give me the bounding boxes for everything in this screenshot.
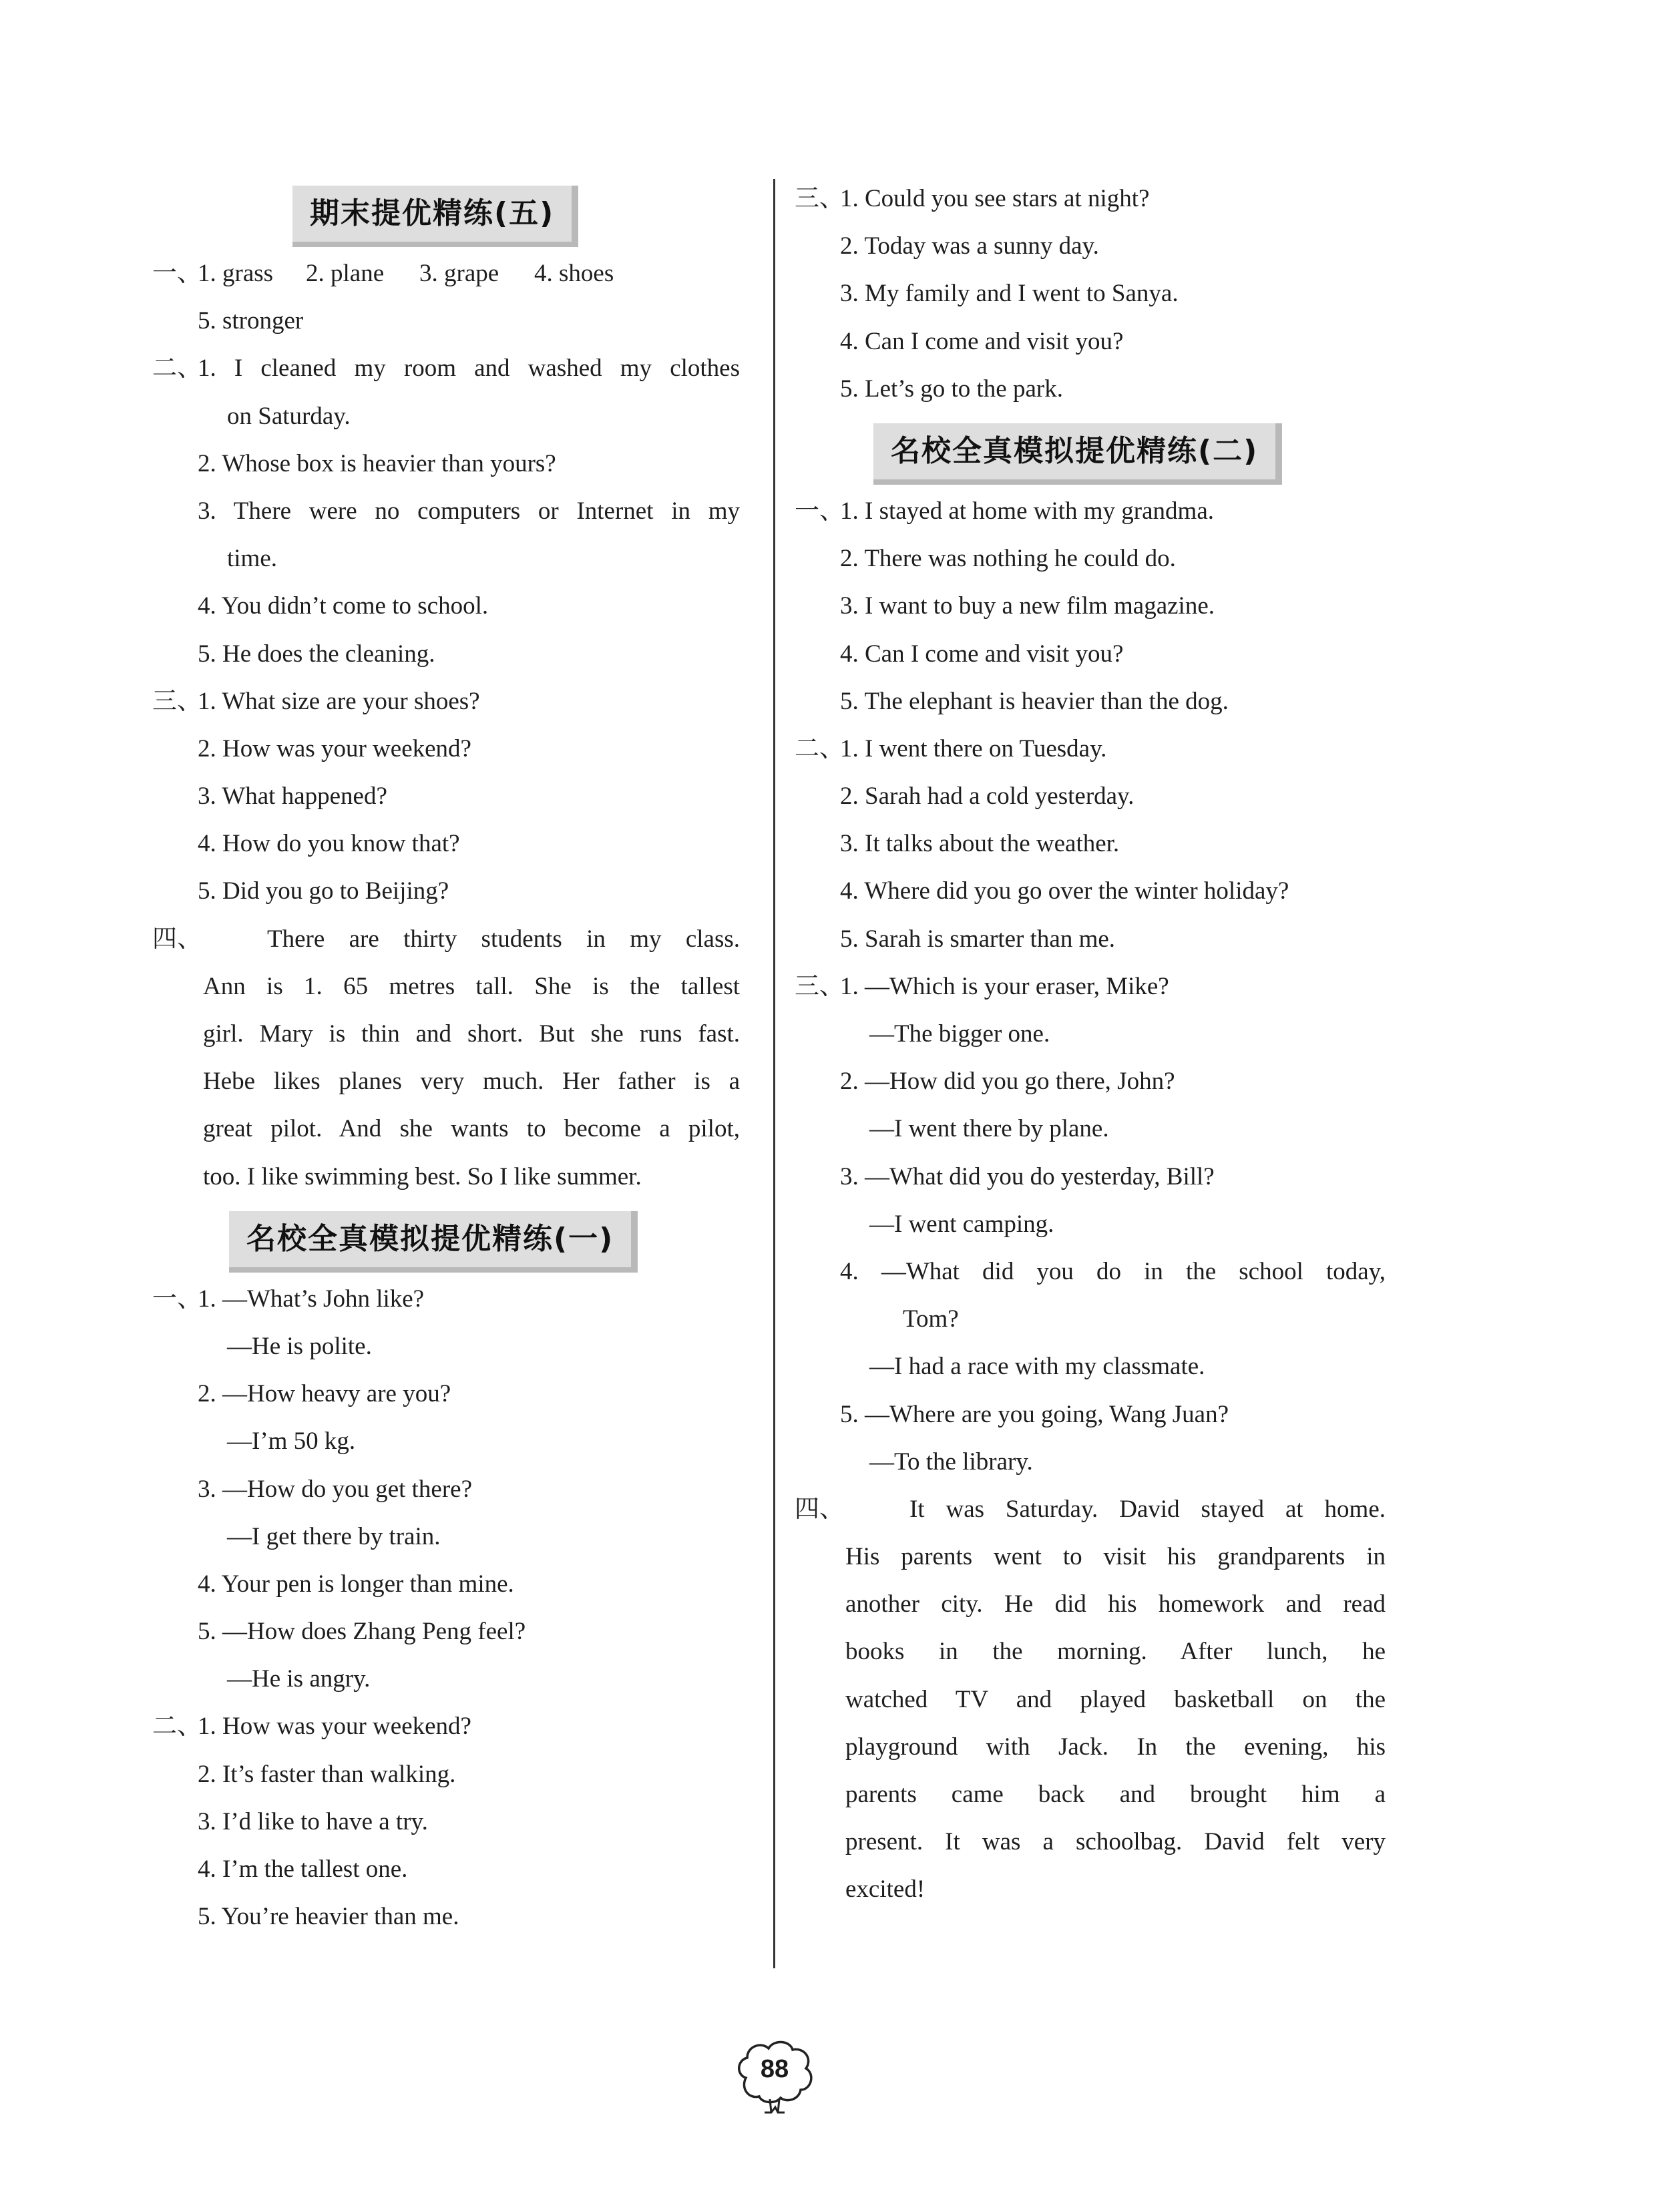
answer-line: 1. I stayed at home with my grandma. — [840, 497, 1215, 525]
answer-line: 3. I’d like to have a try. — [198, 1807, 428, 1835]
paragraph-line: Ann is 1. 65 metres tall. She is the tallest — [203, 972, 740, 1000]
answer-line: 4. I’m the tallest one. — [198, 1855, 408, 1883]
answer-line: 4. Can I come and visit you? — [840, 327, 1124, 355]
answer-item: 1. grass — [198, 260, 274, 287]
answer-line: 5. Did you go to Beijing? — [198, 877, 449, 905]
answer-line: 4. How do you know that? — [198, 830, 460, 858]
paragraph-line: another city. He did his homework and read — [845, 1590, 1386, 1618]
answer-line: 1. I cleaned my room and washed my clothes — [198, 355, 740, 383]
left-column — [152, 175, 740, 1940]
section-title-mock-2: 名校全真模拟提优精练(二) — [873, 423, 1282, 485]
section-heading-wrap — [795, 413, 1386, 487]
question-label: 三、 — [795, 185, 844, 212]
answer-line: on Saturday. — [227, 402, 351, 430]
paragraph-line: Hebe likes planes very much. Her father is a — [203, 1068, 740, 1096]
page-number: 88 — [760, 2055, 789, 2083]
answer-line: 5. The elephant is heavier than the dog. — [840, 687, 1229, 715]
answer-line: 3. It talks about the weather. — [840, 830, 1120, 858]
answer-line: 3. My family and I went to Sanya. — [840, 280, 1179, 308]
answer-line: 2. Today was a sunny day. — [840, 232, 1099, 260]
paragraph-line: watched TV and played basketball on the — [845, 1685, 1386, 1713]
paragraph-line: too. I like swimming best. So I like summer. — [203, 1162, 642, 1190]
paragraph-line: girl. Mary is thin and short. But she runs fast. — [203, 1020, 740, 1048]
paragraph-line: playground with Jack. In the evening, his — [845, 1733, 1386, 1761]
question-label: 四、 — [795, 1495, 844, 1523]
answer-line: Tom? — [903, 1305, 959, 1333]
answer-line: 3. What happened? — [198, 783, 387, 811]
answer-line: 4. You didn’t come to school. — [198, 592, 489, 620]
answer-line: —I’m 50 kg. — [227, 1427, 356, 1456]
paragraph-line: great pilot. And she wants to become a pilot, — [203, 1115, 740, 1143]
answer-line: 1. What size are your shoes? — [198, 687, 480, 715]
question-label: 二、 — [152, 355, 202, 383]
answer-line: 3. I want to buy a new film magazine. — [840, 592, 1215, 620]
answer-line: 5. —Where are you going, Wang Juan? — [840, 1400, 1229, 1428]
answer-line: 1. —What’s John like? — [198, 1285, 425, 1313]
answer-line: 2. There was nothing he could do. — [840, 545, 1176, 573]
answer-line — [152, 250, 740, 297]
answer-line: 5. He does the cleaning. — [198, 640, 435, 668]
section-title-mock-1: 名校全真模拟提优精练(一) — [229, 1211, 638, 1273]
paragraph-line: There are thirty students in my class. — [267, 925, 740, 953]
right-column — [795, 175, 1386, 1914]
answer-line: 2. —How did you go there, John? — [840, 1068, 1175, 1096]
answer-line: 1. Could you see stars at night? — [840, 185, 1150, 212]
answer-line: —He is polite. — [227, 1332, 372, 1360]
answer-line: 2. How was your weekend? — [198, 734, 471, 762]
answer-line: time. — [227, 545, 278, 573]
answer-line: —I went there by plane. — [869, 1115, 1109, 1143]
question-label: 四、 — [152, 925, 202, 953]
answer-line: 1. I went there on Tuesday. — [840, 734, 1107, 762]
question-label: 一、 — [152, 1285, 202, 1313]
answer-line: 5. You’re heavier than me. — [198, 1903, 459, 1931]
answer-line: —The bigger one. — [869, 1020, 1050, 1048]
answer-line: 3. There were no computers or Internet in my — [198, 497, 740, 525]
paragraph-line: His parents went to visit his grandparents in — [845, 1543, 1386, 1571]
answer-item: 3. grape — [419, 260, 499, 287]
answer-line: —I get there by train. — [227, 1522, 441, 1550]
paragraph-line: books in the morning. After lunch, he — [845, 1638, 1386, 1666]
answer-line: 1. How was your weekend? — [198, 1713, 471, 1741]
answer-line: —He is angry. — [227, 1665, 371, 1693]
question-label: 三、 — [795, 972, 844, 1000]
paragraph-line: parents came back and brought him a — [845, 1781, 1386, 1808]
answer-item: 5. stronger — [198, 307, 304, 335]
answer-line: 4. Can I come and visit you? — [840, 640, 1124, 668]
answer-line: 3. —How do you get there? — [198, 1475, 473, 1503]
question-label: 二、 — [795, 734, 844, 762]
question-label: 一、 — [795, 497, 844, 525]
answer-line: 2. It’s faster than walking. — [198, 1760, 456, 1788]
answer-line: 1. —Which is your eraser, Mike? — [840, 972, 1169, 1000]
answer-line: 5. Sarah is smarter than me. — [840, 925, 1116, 953]
answer-line: 2. Whose box is heavier than yours? — [198, 449, 556, 477]
answer-line: 4. Your pen is longer than mine. — [198, 1570, 514, 1598]
question-label: 一、 — [152, 260, 202, 287]
answer-line: 4. Where did you go over the winter holiday? — [840, 877, 1289, 905]
question-label: 三、 — [152, 687, 202, 715]
answer-item: 2. plane — [306, 260, 385, 287]
section-heading-wrap — [152, 1200, 740, 1275]
answer-line: 4. —What did you do in the school today, — [840, 1257, 1386, 1285]
page-number-badge — [731, 2036, 818, 2123]
answer-line: 5. Let’s go to the park. — [840, 375, 1063, 403]
answer-line: 2. Sarah had a cold yesterday. — [840, 783, 1134, 811]
answer-line: —I had a race with my classmate. — [869, 1353, 1205, 1381]
section-title-final-5: 期末提优精练(五) — [292, 186, 578, 247]
paragraph-line: excited! — [845, 1875, 925, 1904]
paragraph-line: It was Saturday. David stayed at home. — [909, 1495, 1386, 1523]
answer-line: —I went camping. — [869, 1210, 1054, 1238]
answer-item: 4. shoes — [534, 260, 614, 287]
question-label: 二、 — [152, 1713, 202, 1741]
paragraph-line: present. It was a schoolbag. David felt very — [845, 1828, 1386, 1856]
answer-line: —To the library. — [869, 1448, 1033, 1476]
answer-line: 2. —How heavy are you? — [198, 1380, 451, 1408]
column-divider — [773, 179, 775, 1968]
section-heading-wrap — [152, 175, 740, 250]
answer-line: 5. —How does Zhang Peng feel? — [198, 1618, 526, 1646]
answer-line: 3. —What did you do yesterday, Bill? — [840, 1162, 1215, 1190]
